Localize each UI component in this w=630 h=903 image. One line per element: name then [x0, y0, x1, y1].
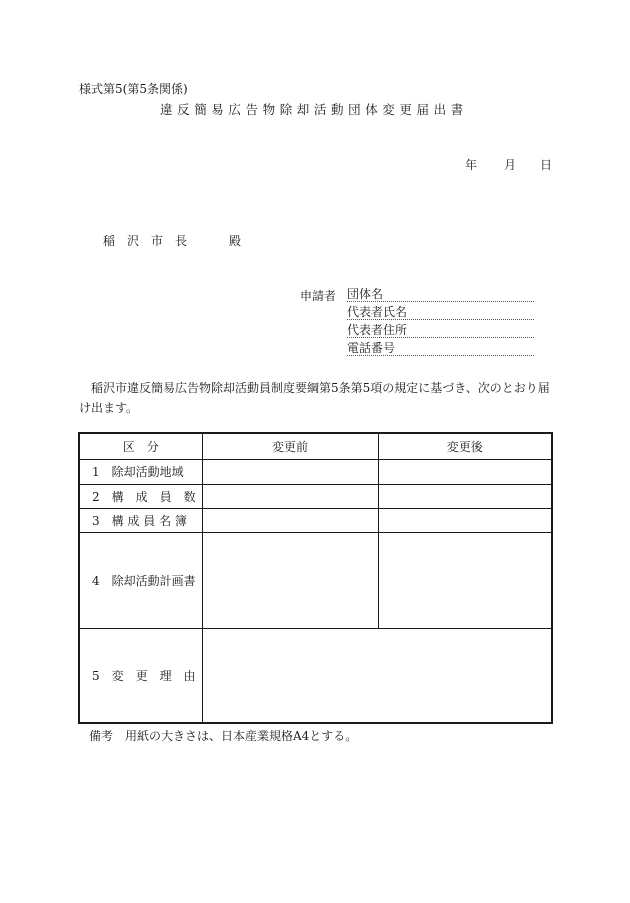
cell-before-member-list[interactable]	[202, 508, 378, 532]
body-text: 稲沢市違反簡易広告物除却活動員制度要綱第5条第5項の規定に基づき、次のとおり届け出ます。	[79, 381, 550, 415]
applicant-rep-name-field[interactable]	[347, 304, 534, 320]
table-row	[79, 484, 552, 508]
applicant-phone-field[interactable]	[347, 340, 534, 356]
applicant-org-name-label: 団体名	[347, 287, 384, 301]
document-title: 違反簡易広告物除却活動団体変更届出書	[160, 102, 468, 117]
form-number: 様式第5(第5条関係)	[79, 82, 188, 96]
cell-after-member-count[interactable]	[378, 484, 552, 508]
applicant-rep-address-label: 代表者住所	[347, 323, 408, 337]
row-label-area: 1 除却活動地域	[79, 459, 202, 484]
remark-note: 備考 用紙の大きさは、日本産業規格A4とする。	[89, 729, 358, 743]
header-before: 変更前	[202, 433, 378, 459]
date-year: 年	[465, 158, 478, 172]
table-row	[79, 628, 552, 723]
table-header-row	[79, 433, 552, 459]
cell-after-member-list[interactable]	[378, 508, 552, 532]
cell-before-member-count[interactable]	[202, 484, 378, 508]
addressee-honorific: 殿	[229, 234, 242, 248]
applicant-rep-address-field[interactable]	[347, 322, 534, 338]
row-label-member-count: 2 構 成 員 数	[79, 484, 202, 508]
table-row	[79, 459, 552, 484]
table-row	[79, 508, 552, 532]
header-after: 変更後	[378, 433, 552, 459]
cell-after-plan[interactable]	[378, 532, 552, 628]
cell-after-area[interactable]	[378, 459, 552, 484]
cell-reason[interactable]	[202, 628, 552, 723]
row-label-reason: 5 変 更 理 由	[79, 628, 202, 723]
date-line	[465, 156, 552, 173]
row-label-member-list: 3 構 成 員 名 簿	[79, 508, 202, 532]
change-table	[78, 432, 553, 724]
applicant-org-name-field[interactable]	[347, 286, 534, 302]
date-month: 月	[504, 158, 517, 172]
row-label-plan: 4 除却活動計画書	[79, 532, 202, 628]
addressee	[103, 232, 241, 249]
applicant-rep-name-label: 代表者氏名	[347, 305, 408, 319]
date-day: 日	[540, 158, 553, 172]
cell-before-plan[interactable]	[202, 532, 378, 628]
header-category: 区 分	[79, 433, 202, 459]
table-row	[79, 532, 552, 628]
cell-before-area[interactable]	[202, 459, 378, 484]
applicant-label: 申請者	[300, 289, 337, 303]
applicant-phone-label: 電話番号	[347, 341, 396, 355]
addressee-name: 稲 沢 市 長	[103, 234, 188, 248]
